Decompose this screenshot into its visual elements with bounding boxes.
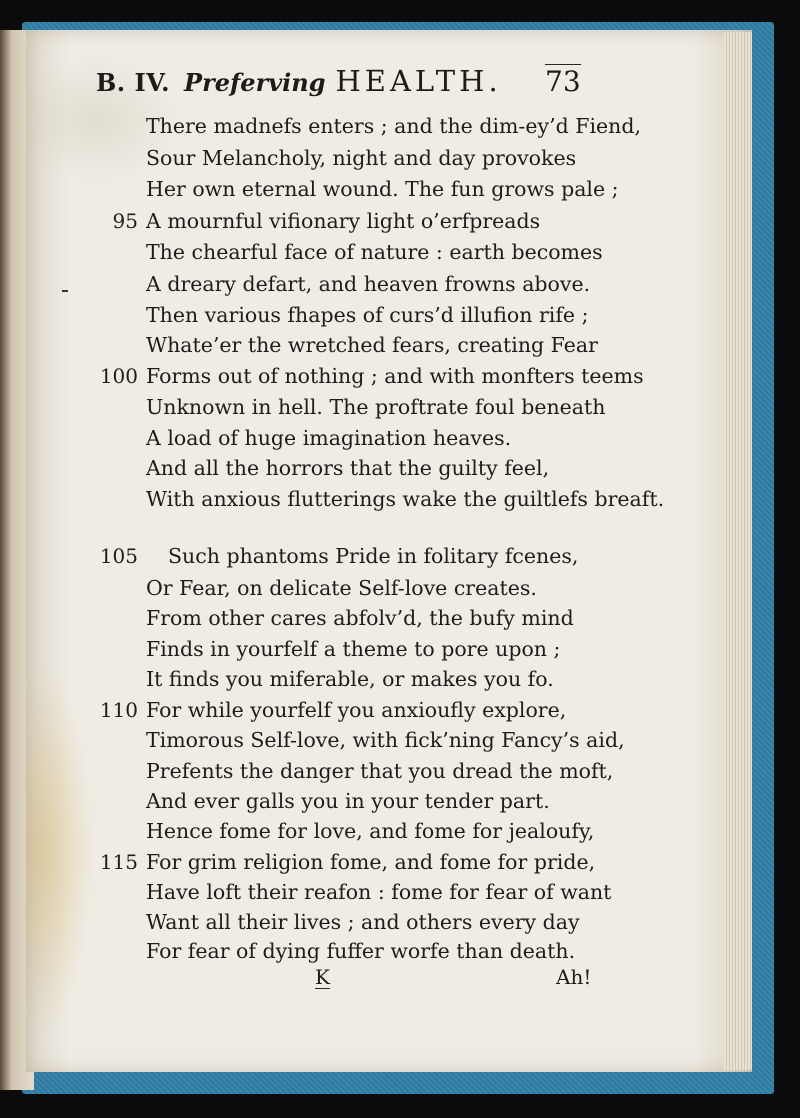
running-head-italic: Preferving: [184, 68, 326, 97]
poem-line: Or Fear, on delicate Self-love creates.: [146, 576, 537, 600]
poem-line: Timorous Self-love, with fick’ning Fancy’s aid,: [146, 728, 625, 752]
poem-line: And all the horrors that the guilty feel,: [146, 456, 550, 480]
poem-line: Sour Melancholy, night and day provokes: [146, 146, 577, 170]
poem-line: It finds you miferable, or makes you fo.: [146, 667, 554, 691]
poem-line: A mournful vifionary light o’erfpreads: [146, 209, 541, 233]
book-number: B. IV.: [96, 68, 171, 97]
poem-line: Want all their lives ; and others every day: [146, 910, 580, 934]
line-number: 100: [99, 364, 138, 388]
poem-line: For grim religion fome, and fome for pride,: [146, 850, 596, 874]
page-number: 73: [545, 65, 581, 98]
poem-line: Forms out of nothing ; and with monfters teems: [146, 364, 644, 388]
poem-line: From other cares abfolv’d, the bufy mind: [146, 606, 574, 630]
poem-line: A dreary defart, and heaven frowns above.: [146, 272, 591, 296]
line-number: 105: [99, 544, 138, 568]
poem-line: Prefents the danger that you dread the moft,: [146, 759, 614, 783]
line-number: 115: [99, 850, 138, 874]
poem-line: There madnefs enters ; and the dim-ey’d Fiend,: [146, 114, 641, 138]
poem-line: With anxious flutterings wake the guiltlefs breaft.: [146, 487, 665, 511]
poem-line: For while yourfelf you anxioufly explore,: [146, 698, 567, 722]
line-number: 95: [112, 209, 138, 233]
running-head-title: HEALTH.: [335, 64, 502, 98]
poem-line: A load of huge imagination heaves.: [146, 426, 512, 450]
poem-line: For fear of dying fuffer worfe than death.: [146, 939, 576, 963]
poem-line: Then various fhapes of curs’d illufion rife ;: [146, 303, 589, 327]
line-number: 110: [99, 698, 138, 722]
poem-line: The chearful face of nature : earth becomes: [146, 240, 603, 264]
poem-line: Her own eternal wound. The fun grows pale ;: [146, 177, 619, 201]
poem-line: Whate’er the wretched fears, creating Fear: [146, 333, 598, 357]
catchword: Ah!: [556, 965, 592, 989]
poem-line: Unknown in hell. The proftrate foul beneath: [146, 395, 606, 419]
poem-line: Finds in yourfelf a theme to pore upon ;: [146, 637, 561, 661]
poem-line: Have loft their reafon : fome for fear of want: [146, 880, 612, 904]
margin-mark: [62, 290, 68, 292]
poem-line-stanza-start: Such phantoms Pride in folitary fcenes,: [168, 544, 579, 568]
signature-mark: K: [315, 965, 330, 989]
poem-line: And ever galls you in your tender part.: [146, 789, 550, 813]
poem-line: Hence fome for love, and fome for jealoufy,: [146, 819, 595, 843]
